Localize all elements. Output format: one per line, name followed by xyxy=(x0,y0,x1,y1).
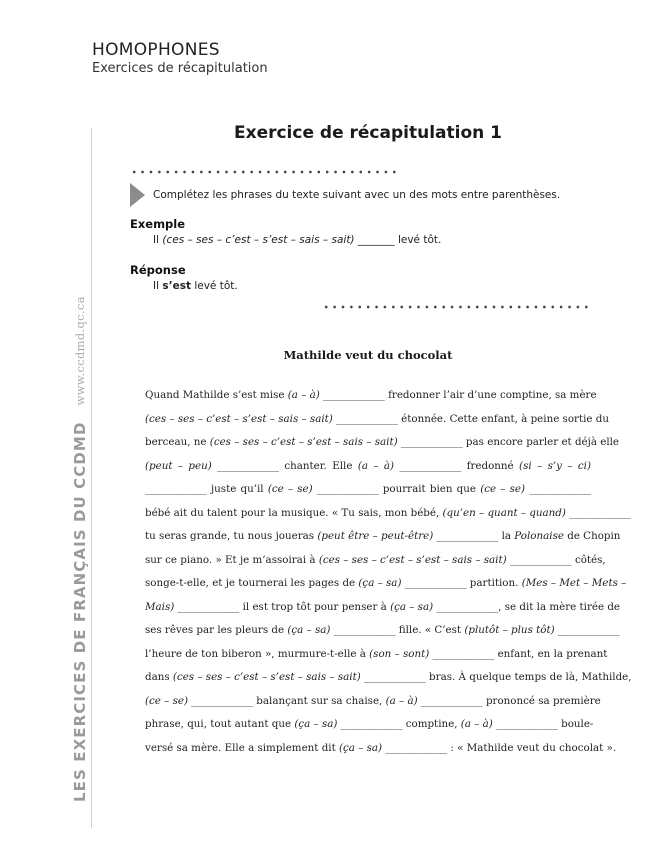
word-options: (ces – ses – c’est – s’est – sais – sait) xyxy=(172,671,361,683)
word-options: (ça – sa) xyxy=(339,741,383,754)
word-options: Polonaise xyxy=(514,530,564,542)
story-line xyxy=(145,384,597,408)
story-line xyxy=(145,572,627,596)
story-line xyxy=(145,643,608,667)
story-text: ____________ juste qu’il xyxy=(145,483,268,495)
story-line xyxy=(145,690,601,714)
word-options: (Mes – Met – Mets – xyxy=(521,577,627,589)
story-line xyxy=(145,737,617,761)
story-text: ____________ enfant, en la prenant xyxy=(429,647,608,660)
page-header-title: HOMOPHONES xyxy=(92,40,220,60)
story-line xyxy=(145,478,591,502)
example-blank: _______ xyxy=(354,234,398,246)
story-text: ____________ chanter. Elle xyxy=(211,459,358,472)
word-options: (plutôt – plus tôt) xyxy=(464,624,555,636)
dotted-divider-top xyxy=(130,170,400,174)
word-options: (ces – ses – c’est – s’est – sais – sait) xyxy=(145,412,333,425)
answer-sentence xyxy=(153,280,238,292)
word-options: (ce – se) xyxy=(145,694,188,707)
story-text: bébé ait du talent pour la musique. « Tu sais, mon bébé, xyxy=(145,506,443,519)
answer-start: Il xyxy=(153,280,163,292)
story-line xyxy=(145,713,594,737)
story-line xyxy=(145,455,591,479)
answer-end: levé tôt. xyxy=(191,280,238,292)
story-line xyxy=(145,525,621,549)
word-options: (a – à) xyxy=(385,694,418,707)
story-text: ____________ pas encore parler et déjà elle xyxy=(397,436,620,448)
story-paragraph xyxy=(145,384,632,760)
word-options: (a – à) xyxy=(357,459,395,472)
word-options: (a – à) xyxy=(460,718,493,730)
instruction-arrow-icon xyxy=(130,183,145,207)
word-options: (son – sont) xyxy=(369,647,430,660)
story-text: ____________ xyxy=(565,506,631,519)
story-text: ____________ fredonner l’air d’une comptine, sa mère xyxy=(319,389,597,401)
story-line xyxy=(145,408,609,432)
story-line xyxy=(145,431,620,455)
story-text: ____________ partition. xyxy=(401,577,522,589)
story-text: ____________ pourrait bien que xyxy=(312,483,481,495)
word-options: (ça – sa) xyxy=(390,600,434,613)
word-options: (ça – sa) xyxy=(287,624,331,636)
story-line xyxy=(145,502,631,526)
example-options: (ces – ses – c’est – s’est – sais – sait) xyxy=(162,234,355,246)
story-text: berceau, ne xyxy=(145,436,210,448)
word-options: (a – à) xyxy=(287,389,320,401)
answer-word: s’est xyxy=(162,280,191,292)
word-options: (ces – ses – c’est – s’est – sais – sait) xyxy=(209,436,398,448)
word-options: (ça – sa) xyxy=(358,577,402,589)
word-options: (peut être – peut-être) xyxy=(317,530,434,542)
story-text: ____________ étonnée. Cette enfant, à peine sortie du xyxy=(332,412,609,425)
story-text: ses rêves par les pleurs de xyxy=(145,624,288,636)
story-text: de Chopin xyxy=(563,530,621,542)
story-text: ____________ boule- xyxy=(492,718,594,730)
vertical-sidebar xyxy=(68,296,92,802)
story-text: ____________ xyxy=(525,483,591,495)
story-text: dans xyxy=(145,671,173,683)
instruction-text: Complétez les phrases du texte suivant avec un des mots entre parenthèses. xyxy=(153,189,561,201)
story-text: ____________ bras. À quelque temps de là, Mathilde, xyxy=(360,671,632,683)
word-options: (ça – sa) xyxy=(294,718,338,730)
story-text: ____________ comptine, xyxy=(337,718,461,730)
word-options: Mais) xyxy=(145,600,175,613)
story-title: Mathilde veut du chocolat xyxy=(283,348,453,362)
word-options: (ce – se) xyxy=(267,483,313,495)
story-text: l’heure de ton biberon », murmure-t-elle à xyxy=(145,647,370,660)
story-text: ____________, se dit la mère tirée de xyxy=(433,600,621,613)
example-sentence xyxy=(153,234,441,246)
story-text: ____________ fille. « C’est xyxy=(330,624,465,636)
story-line xyxy=(145,549,606,573)
story-text: tu seras grande, tu nous joueras xyxy=(145,530,318,542)
story-text: ____________ côtés, xyxy=(506,553,606,566)
story-line xyxy=(145,596,621,620)
story-text: ____________ xyxy=(554,624,620,636)
story-text: songe-t-elle, et je tournerai les pages de xyxy=(145,577,359,589)
story-text: versé sa mère. Elle a simplement dit xyxy=(145,741,339,754)
exercise-title: Exercice de récapitulation 1 xyxy=(233,123,502,143)
word-options: (ce – se) xyxy=(480,483,526,495)
example-start: Il xyxy=(153,234,163,246)
page-header-subtitle: Exercices de récapitulation xyxy=(92,61,268,76)
word-options: (ces – ses – c’est – s’est – sais – sait) xyxy=(318,553,507,566)
story-text: ____________ fredonné xyxy=(394,459,520,472)
story-text: ____________ prononcé sa première xyxy=(417,694,601,707)
story-text: ____________ : « Mathilde veut du chocolat ». xyxy=(382,741,617,754)
word-options: (si – s’y – ci) xyxy=(519,459,591,472)
word-options: (qu’en – quant – quand) xyxy=(442,506,566,519)
website-url: www.ccdmd.qc.ca xyxy=(73,296,87,406)
story-text: ____________ la xyxy=(433,530,515,542)
word-options: (peut – peu) xyxy=(145,459,212,472)
story-text: ____________ balançant sur sa chaise, xyxy=(187,694,386,707)
story-text: ____________ il est trop tôt pour penser à xyxy=(174,600,391,613)
story-text: phrase, qui, tout autant que xyxy=(145,718,295,730)
answer-label: Réponse xyxy=(130,263,186,277)
example-label: Exemple xyxy=(130,217,186,231)
story-text: Quand Mathilde s’est mise xyxy=(145,389,288,401)
series-name: LES EXERCICES DE FRANÇAIS DU CCDMD xyxy=(71,421,89,802)
story-line xyxy=(145,666,632,690)
story-text: sur ce piano. » Et je m’assoirai à xyxy=(145,553,319,566)
example-end: levé tôt. xyxy=(397,234,442,246)
dotted-divider-bottom xyxy=(322,305,592,309)
story-line xyxy=(145,619,620,643)
